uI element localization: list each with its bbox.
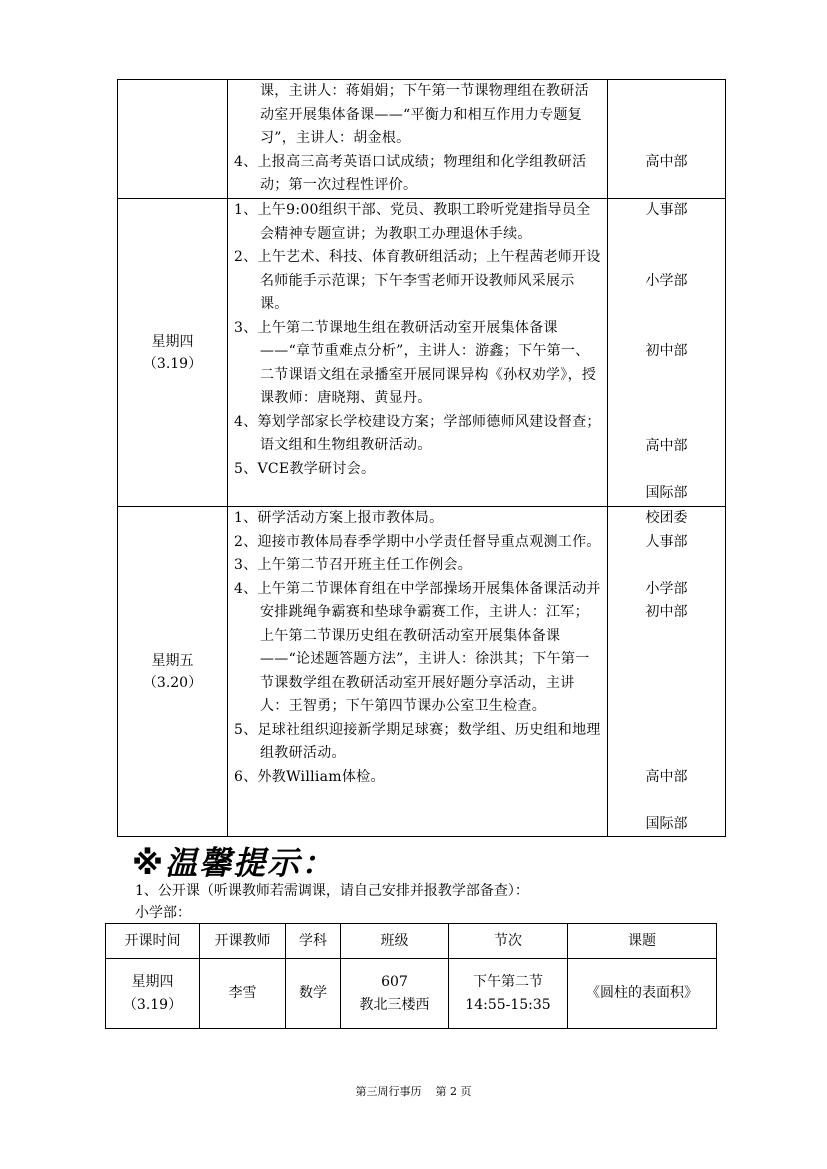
open-class-subject: 数学 xyxy=(286,959,341,1029)
open-class-period-cell xyxy=(449,959,568,1029)
items-cell xyxy=(228,507,608,837)
tips-line-open-class: 1、公开课（听课教师若需调课，请自己安排并报教学部备查）： xyxy=(135,883,529,899)
open-class-time-cell xyxy=(106,959,200,1029)
dept-label: 小学部 xyxy=(645,273,688,289)
day-date: （3.20） xyxy=(142,674,203,691)
schedule-item: 3、上午第二节课地生组在教研活动室开展集体备课——“章节重难点分析”，主讲人：游鑫；下午第一、二节课语文组在录播室开展同课异构《孙权劝学》，授课教师：唐晓翔、黄显丹。 xyxy=(234,319,597,406)
day-label: 星期四 xyxy=(151,333,194,350)
day-label: 星期五 xyxy=(151,652,194,669)
day-date: （3.19） xyxy=(142,355,203,372)
dept-label: 高中部 xyxy=(645,769,688,785)
items-cell xyxy=(228,80,608,199)
schedule-item: 5、足球社组织迎接新学期足球赛；数学组、历史组和地理组教研活动。 xyxy=(234,721,601,761)
dept-label: 人事部 xyxy=(645,202,688,218)
open-class-day: 星期四 xyxy=(131,973,174,990)
header-cell: 节次 xyxy=(449,924,568,959)
schedule-item: 4、上报高三高考英语口试成绩；物理组和化学组教研活动；第一次过程性评价。 xyxy=(234,153,587,193)
open-class-topic: 《圆柱的表面积》 xyxy=(568,959,717,1029)
day-cell xyxy=(118,199,228,507)
open-class-teacher: 李雪 xyxy=(200,959,286,1029)
header-cell: 学科 xyxy=(286,924,341,959)
items-cell xyxy=(228,199,608,507)
open-class-time: 14:55-15:35 xyxy=(465,996,551,1013)
schedule-item: 5、VCE教学研讨会。 xyxy=(234,460,376,477)
page-footer: 第三周行事历 第 2 页 xyxy=(355,1085,472,1098)
dept-label: 初中部 xyxy=(645,604,688,620)
open-class-period: 下午第二节 xyxy=(473,973,543,990)
schedule-item: 4、上午第二节课体育组在中学部操场开展集体备课活动并安排跳绳争霸赛和垫球争霸赛工作，主讲人：江军；上午第二节课历史组在教研活动室开展集体备课——“论述题答题方法”，主讲人：徐洪其；下午第一节课数学组在教研活动室开展好题分享活动，主讲人：王智勇；下午第四节课办公室卫生检查。 xyxy=(234,580,601,714)
dept-cell xyxy=(608,199,726,507)
schedule-row-friday xyxy=(118,507,726,837)
open-class-class-cell xyxy=(341,959,449,1029)
schedule-item: 课，主讲人：蒋娟娟；下午第一节课物理组在教研活动室开展集体备课——“平衡力和相互作用力专题复习”，主讲人：胡金根。 xyxy=(260,83,589,146)
dept-label: 初中部 xyxy=(645,343,688,359)
schedule-item: 1、上午9:00组织干部、党员、教职工聆听党建指导员全会精神专题宣讲；为教职工办理退休手续。 xyxy=(234,202,591,242)
dept-label: 国际部 xyxy=(645,485,688,501)
dept-label: 高中部 xyxy=(645,154,688,170)
open-class-class-no: 607 xyxy=(381,973,408,990)
open-class-date: （3.19） xyxy=(122,996,183,1013)
schedule-item: 3、上午第二节召开班主任工作例会。 xyxy=(234,557,473,573)
tips-line-primary: 小学部： xyxy=(135,905,191,921)
dept-label: 国际部 xyxy=(645,816,688,832)
schedule-row-thursday xyxy=(118,199,726,507)
tips-heading: ※温馨提示： xyxy=(132,844,336,882)
schedule-item: 1、研学活动方案上报市教体局。 xyxy=(234,510,444,526)
open-class-table xyxy=(105,923,717,1029)
dept-cell xyxy=(608,507,726,837)
header-cell: 课题 xyxy=(568,924,717,959)
dept-label: 高中部 xyxy=(645,438,688,454)
day-cell xyxy=(118,507,228,837)
dept-label: 小学部 xyxy=(645,581,688,597)
dept-label: 人事部 xyxy=(645,534,688,550)
header-cell: 开课时间 xyxy=(106,924,200,959)
schedule-item: 2、迎接市教体局春季学期中小学责任督导重点观测工作。 xyxy=(234,533,601,550)
open-class-row xyxy=(106,959,717,1029)
open-class-header-row xyxy=(106,924,717,959)
dept-label: 校团委 xyxy=(645,510,688,526)
schedule-item: 4、筹划学部家长学校建设方案；学部师德师风建设督查；语文组和生物组教研活动。 xyxy=(234,413,601,453)
schedule-table xyxy=(117,79,726,837)
open-class-class-loc: 教北三楼西 xyxy=(359,996,430,1013)
dept-cell xyxy=(608,80,726,199)
schedule-row-continued xyxy=(118,80,726,199)
day-cell xyxy=(118,80,228,199)
schedule-item: 2、上午艺术、科技、体育教研组活动；上午程茜老师开设名师能手示范课；下午李雪老师开设教师风采展示课。 xyxy=(234,249,601,312)
header-cell: 班级 xyxy=(341,924,449,959)
schedule-item: 6、外教William体检。 xyxy=(234,768,385,785)
header-cell: 开课教师 xyxy=(200,924,286,959)
